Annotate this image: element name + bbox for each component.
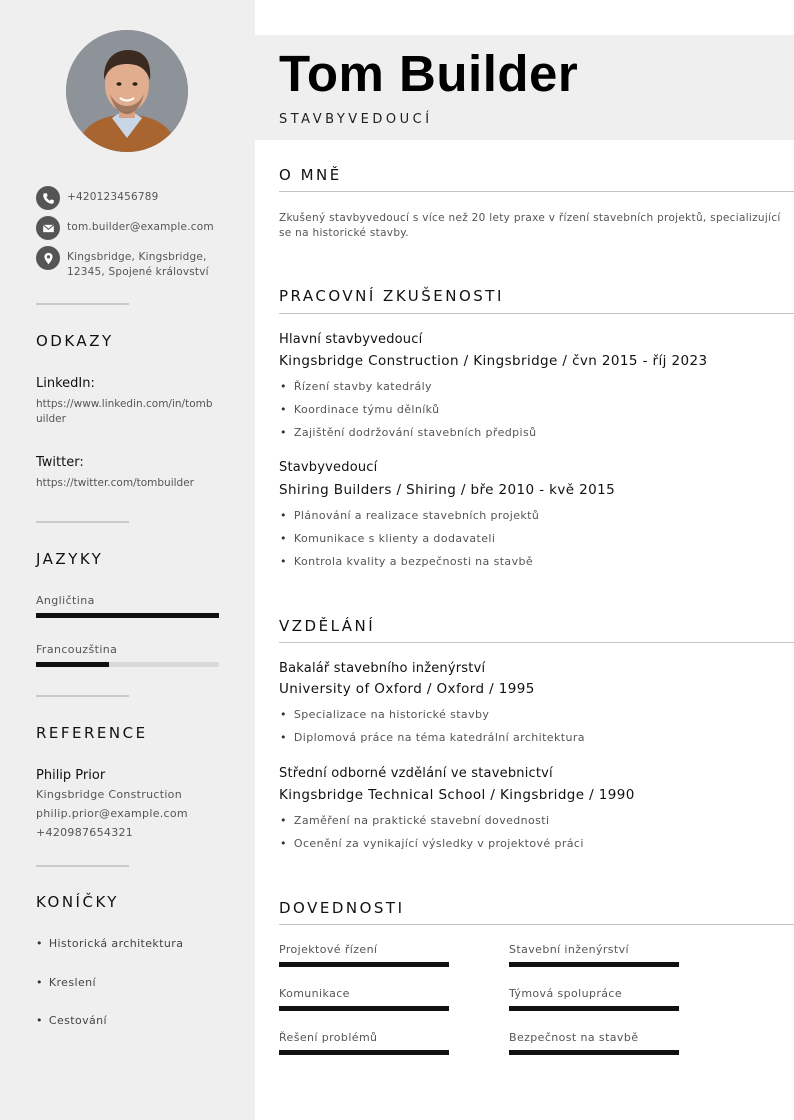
skill-name: Řešení problémů bbox=[279, 1031, 378, 1044]
skill-level-bar bbox=[279, 1006, 449, 1011]
contact-block bbox=[36, 186, 214, 286]
bullet-text: Komunikace s klienty a dodavateli bbox=[293, 532, 496, 545]
language-level-bar bbox=[36, 613, 219, 618]
section-rule bbox=[279, 924, 794, 925]
skill-level-fill bbox=[279, 1050, 449, 1055]
job-title: STAVBYVEDOUCÍ bbox=[279, 112, 433, 127]
location-icon bbox=[36, 246, 60, 270]
hobbies-heading: KONÍČKY bbox=[36, 893, 119, 911]
language-level-fill bbox=[36, 662, 109, 667]
address-line-2: 12345, Spojené království bbox=[67, 266, 209, 278]
education-bullet: • Specializace na historické stavby bbox=[280, 708, 490, 721]
about-text: Zkušený stavbyvedoucí s více než 20 lety praxe v řízení stavebních projektů, specializující se na historické stavby. bbox=[279, 212, 781, 239]
sidebar-divider bbox=[36, 521, 129, 523]
email-text: tom.builder@example.com bbox=[67, 221, 214, 233]
language-level-bar bbox=[36, 662, 219, 667]
bullet-text: Plánování a realizace stavebních projektů bbox=[293, 509, 540, 522]
person-name: Tom Builder bbox=[279, 45, 579, 102]
hobby-label: Cestování bbox=[48, 1014, 107, 1027]
education-bullet: • Zaměření na praktické stavební dovednosti bbox=[280, 814, 550, 827]
skill-level-fill bbox=[279, 962, 449, 967]
hobby-label: Historická architektura bbox=[48, 937, 184, 950]
linkedin-label: LinkedIn: bbox=[36, 376, 95, 391]
bullet-text: Zaměření na praktické stavební dovednosti bbox=[293, 814, 550, 827]
experience-bullet: • Zajištění dodržování stavebních předpisů bbox=[280, 426, 537, 439]
skill-level-bar bbox=[279, 962, 449, 967]
linkedin-link[interactable]: https://www.linkedin.com/in/tombuilder bbox=[36, 398, 213, 425]
education-bullet: • Diplomová práce na téma katedrální architektura bbox=[280, 731, 585, 744]
mail-icon bbox=[36, 216, 60, 240]
skill-level-bar bbox=[509, 1006, 679, 1011]
contact-email bbox=[36, 216, 214, 240]
skill-name: Komunikace bbox=[279, 987, 350, 1000]
languages-heading: JAZYKY bbox=[36, 550, 104, 568]
skill-level-bar bbox=[279, 1050, 449, 1055]
skill-level-fill bbox=[279, 1006, 449, 1011]
education-subtitle: University of Oxford / Oxford / 1995 bbox=[279, 681, 535, 697]
bullet-text: Řízení stavby katedrály bbox=[293, 380, 432, 393]
twitter-link[interactable]: https://twitter.com/tombuilder bbox=[36, 477, 194, 489]
reference-email: philip.prior@example.com bbox=[36, 807, 188, 820]
experience-heading: PRACOVNÍ ZKUŠENOSTI bbox=[279, 287, 504, 305]
skill-level-bar bbox=[509, 1050, 679, 1055]
experience-title: Stavbyvedoucí bbox=[279, 460, 378, 475]
contact-phone bbox=[36, 186, 214, 210]
language-name: Angličtina bbox=[36, 594, 95, 607]
twitter-label: Twitter: bbox=[36, 455, 84, 470]
hobby-item: • Kreslení bbox=[36, 976, 96, 989]
language-name: Francouzština bbox=[36, 643, 118, 656]
experience-bullet: • Komunikace s klienty a dodavateli bbox=[280, 532, 496, 545]
reference-name: Philip Prior bbox=[36, 768, 106, 783]
experience-bullet: • Plánování a realizace stavebních projektů bbox=[280, 509, 540, 522]
hobby-item: • Historická architektura bbox=[36, 937, 184, 950]
contact-address bbox=[36, 246, 214, 280]
profile-photo bbox=[66, 30, 188, 152]
skill-level-bar bbox=[509, 962, 679, 967]
address-line-1: Kingsbridge, Kingsbridge, bbox=[67, 251, 207, 263]
sidebar-divider bbox=[36, 865, 129, 867]
bullet-text: Kontrola kvality a bezpečnosti na stavbě bbox=[293, 555, 534, 568]
section-rule bbox=[279, 313, 794, 314]
skill-level-fill bbox=[509, 962, 679, 967]
bullet-text: Specializace na historické stavby bbox=[293, 708, 490, 721]
education-title: Střední odborné vzdělání ve stavebnictví bbox=[279, 766, 553, 781]
hobby-item: • Cestování bbox=[36, 1014, 107, 1027]
reference-phone: +420987654321 bbox=[36, 826, 134, 839]
education-title: Bakalář stavebního inženýrství bbox=[279, 661, 486, 676]
bullet-text: Koordinace týmu dělníků bbox=[293, 403, 440, 416]
skill-name: Bezpečnost na stavbě bbox=[509, 1031, 639, 1044]
avatar-portrait bbox=[66, 30, 188, 152]
section-rule bbox=[279, 191, 794, 192]
sidebar-divider bbox=[36, 695, 129, 697]
phone-text: +420123456789 bbox=[67, 191, 159, 203]
phone-icon bbox=[36, 186, 60, 210]
skill-level-fill bbox=[509, 1006, 679, 1011]
education-subtitle: Kingsbridge Technical School / Kingsbridge / 1990 bbox=[279, 787, 635, 803]
experience-bullet: • Koordinace týmu dělníků bbox=[280, 403, 440, 416]
experience-subtitle: Kingsbridge Construction / Kingsbridge / čvn 2015 - říj 2023 bbox=[279, 353, 708, 369]
reference-company: Kingsbridge Construction bbox=[36, 788, 182, 801]
address-text bbox=[67, 246, 209, 280]
experience-subtitle: Shiring Builders / Shiring / bře 2010 - kvě 2015 bbox=[279, 482, 616, 498]
section-rule bbox=[279, 642, 794, 643]
about-heading: O MNĚ bbox=[279, 166, 342, 184]
experience-title: Hlavní stavbyvedoucí bbox=[279, 332, 423, 347]
hobby-label: Kreslení bbox=[48, 976, 96, 989]
references-heading: REFERENCE bbox=[36, 724, 148, 742]
bullet-text: Diplomová práce na téma katedrální architektura bbox=[293, 731, 585, 744]
experience-bullet: • Kontrola kvality a bezpečnosti na stavbě bbox=[280, 555, 534, 568]
bullet-text: Zajištění dodržování stavebních předpisů bbox=[293, 426, 537, 439]
experience-bullet: • Řízení stavby katedrály bbox=[280, 380, 432, 393]
bullet-text: Ocenění za vynikající výsledky v projektové práci bbox=[293, 837, 584, 850]
links-heading: ODKAZY bbox=[36, 332, 114, 350]
language-level-fill bbox=[36, 613, 219, 618]
skill-level-fill bbox=[509, 1050, 679, 1055]
skills-heading: DOVEDNOSTI bbox=[279, 899, 405, 917]
skill-name: Stavební inženýrství bbox=[509, 943, 630, 956]
sidebar-divider bbox=[36, 303, 129, 305]
skill-name: Projektové řízení bbox=[279, 943, 378, 956]
education-bullet: • Ocenění za vynikající výsledky v projektové práci bbox=[280, 837, 584, 850]
skill-name: Týmová spolupráce bbox=[509, 987, 623, 1000]
education-heading: VZDĚLÁNÍ bbox=[279, 617, 376, 635]
